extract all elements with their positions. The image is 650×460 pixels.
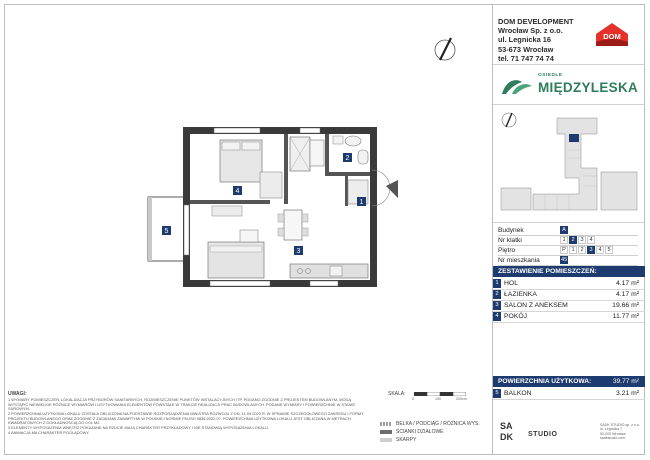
option-cell: 1 [569, 246, 577, 254]
studio-info-line: ul. Legnicka 7 [600, 427, 623, 432]
apartment-number: 45 [561, 257, 568, 263]
total-area-header [493, 376, 645, 387]
room-label-living: 3 [296, 248, 301, 255]
balcony-name: BALKON [504, 390, 532, 397]
company-name: DOM DEVELOPMENT [498, 17, 574, 26]
room-row [493, 279, 645, 290]
room-row [493, 312, 645, 323]
building-key-plan [497, 108, 642, 220]
shower [310, 140, 324, 166]
room-area: 4.17 m² [615, 280, 639, 287]
studio-info-line: SADK STUDIO sp. z o.o. [600, 423, 640, 427]
legend [380, 420, 480, 444]
studio-info [600, 423, 640, 441]
total-area-value: 39.77 m² [612, 378, 639, 385]
info-rule [493, 222, 645, 223]
room-row [493, 301, 645, 312]
legend-swatch [380, 438, 392, 442]
wardrobe [260, 172, 282, 198]
room-label-bedroom: 4 [235, 188, 240, 195]
room-area: 4.17 m² [615, 291, 639, 298]
klatka-cells [560, 236, 596, 245]
company-legal-name: Wrocław Sp. z o.o. [498, 26, 563, 36]
label-mieszkania: Nr mieszkania [498, 257, 540, 264]
legend-item [380, 428, 480, 436]
room-area: 19.66 m² [612, 302, 639, 309]
notes [8, 398, 368, 436]
svg-text:DK: DK [500, 432, 513, 442]
apartment-location-marker [569, 134, 579, 142]
studio-info-line: 50-000 Wrocław [600, 431, 626, 436]
option-cell: 2 [569, 236, 577, 244]
north-arrow-icon [435, 38, 455, 60]
notes-title: UWAGI: [8, 391, 27, 397]
mieszkania-cells [560, 256, 569, 265]
entrance-arrow-icon [386, 180, 398, 198]
scale-ticks [412, 397, 482, 401]
room-number: 1 [493, 279, 501, 288]
legend-swatch [380, 430, 392, 434]
row-pietro [498, 246, 638, 256]
scale-bar [414, 392, 466, 396]
dining-table [284, 210, 302, 240]
scale-tick: 100 [435, 397, 441, 401]
studio-word: STUDIO [528, 431, 558, 438]
rooms-table [493, 279, 645, 323]
label-klatka: Nr klatki [498, 237, 522, 244]
room-number: 4 [493, 312, 501, 321]
note-item: 2 POWIERZCHNIA UŻYTKOWA LOKALU ZOSTAŁA OBLICZONA NA PODSTAWIE ROZPORZĄDZENIA MINISTRA ROZWOJU Z DN. 11.09.2020 R. W SPRAWIE SZCZEGÓŁOWEGO ZAKRESU I FORMY PROJEKTU BUDOWLANEGO ORAZ ZGODNIE Z ZASADAMI ZAWARTYMI W POLSKIEJ NORMIE PN-ISO 9836:2022-07. POWIERZCHNIA UŻYTKOWA LOKALU JEST OBLICZANA W METRACH KWADRATOWYCH Z DOKŁADNOŚCIĄ DO 0,01 M2. [8, 411, 364, 426]
total-area-label: POWIERZCHNIA UŻYTKOWA: [498, 378, 592, 385]
balcony-row [493, 389, 645, 400]
dom-logo-icon [592, 20, 632, 50]
option-cell: 1 [560, 236, 568, 244]
row-mieszkania [498, 256, 638, 266]
estate-prefix: OSIEDLE [538, 73, 563, 78]
room-name: SALON Z ANEKSEM [504, 302, 568, 309]
room-number: 3 [493, 301, 501, 310]
scale-label: SKALA: [388, 391, 406, 397]
room-name: POKÓJ [504, 313, 528, 320]
note-item: 1 WYMIARY POMIESZCZEŃ, LOKALIZACJA PRZYBORÓW SANITARNYCH, ROZMIESZCZENIE PUNKTÓW INSTALACYJNYCH ITP. PODANO ZGODNIE Z PROJEKTEM BUDOWLANYM. MOGĄ WYSTĄPIĆ NIEWIELKIE RÓŻNICE WYMIARÓW I USYTUOWANIA ELEMENTÓW POWSTAŁE W TRAKCIE REALIZACJI PRAC BUDOWLANYCH. PODANE WYMIARY I POWIERZCHNIE W STANIE SUROWYM. [8, 397, 356, 412]
room-name: HOL [504, 280, 518, 287]
column-divider [492, 4, 493, 455]
company-address [498, 17, 574, 63]
room-area: 11.77 m² [612, 313, 639, 320]
option-cell: P [560, 246, 568, 254]
option-cell: A [560, 226, 568, 234]
room-number: 2 [493, 290, 501, 299]
room-row [493, 290, 645, 301]
studio-info-line: sadkstudio.com [600, 436, 625, 441]
company-city: 53-673 Wrocław [498, 44, 554, 54]
company-street: ul. Legnicka 16 [498, 35, 551, 45]
option-cell: 2 [578, 246, 586, 254]
scale-tick: 0 [412, 397, 414, 401]
minimap-compass-icon [502, 113, 516, 127]
room-label-balcony: 5 [164, 228, 169, 235]
company-phone: tel. 71 747 74 74 [498, 53, 554, 63]
option-cell: 5 [605, 246, 613, 254]
sink [345, 136, 361, 146]
toilet [358, 150, 368, 164]
scale-tick: 200cm [456, 397, 467, 401]
row-klatka [498, 236, 638, 246]
balcony-number: 5 [493, 389, 501, 398]
estate-rule [493, 104, 645, 105]
legend-label: ŚCIANKI DZIAŁOWE [396, 429, 444, 435]
room-name: ŁAZIENKA [504, 291, 537, 298]
balcony-area: 3.21 m² [615, 390, 639, 397]
estate-name: MIĘDZYLESKA [538, 80, 639, 95]
estate-leaf-icon [500, 76, 534, 96]
studio-logo-icon [498, 420, 524, 442]
dom-logo-text: DOM [603, 32, 621, 41]
budynek-cells [560, 226, 569, 235]
option-cell: 4 [596, 246, 604, 254]
option-cell: 3 [587, 246, 595, 254]
legend-swatch [380, 422, 392, 426]
room-label-bathroom: 2 [345, 155, 350, 162]
rooms-header: ZESTAWIENIE POMIESZCZEŃ: [493, 266, 645, 277]
row-budynek [498, 226, 638, 236]
header-rule [493, 64, 645, 65]
legend-item [380, 436, 480, 444]
note-item: 4 ANIMACJA MA CHARAKTER POGLĄDOWY. [8, 430, 90, 436]
option-cell: 3 [578, 236, 586, 244]
pietro-cells [560, 246, 614, 255]
room-label-hall: 1 [359, 199, 364, 206]
building-info [498, 226, 638, 266]
kitchen-counter [290, 264, 368, 278]
note-item: 3 ELEMENTY WYPOSAŻENIA WNĘTRZ POKAZANE NA RZUCIE MAJĄ CHARAKTER PRZYKŁADOWY I NIE STANOWIĄ WYPOSAŻENIA LOKALU. [8, 425, 269, 431]
label-budynek: Budynek [498, 227, 524, 234]
coffee-table [240, 230, 258, 242]
label-pietro: Piętro [498, 247, 516, 254]
legend-label: SKARPY [396, 437, 417, 443]
option-cell: 4 [587, 236, 595, 244]
svg-text:SA: SA [500, 421, 513, 431]
legend-label: BELKA / PODCIĄG / RÓŻNICA WYS. [396, 421, 480, 427]
legend-item [380, 420, 480, 428]
